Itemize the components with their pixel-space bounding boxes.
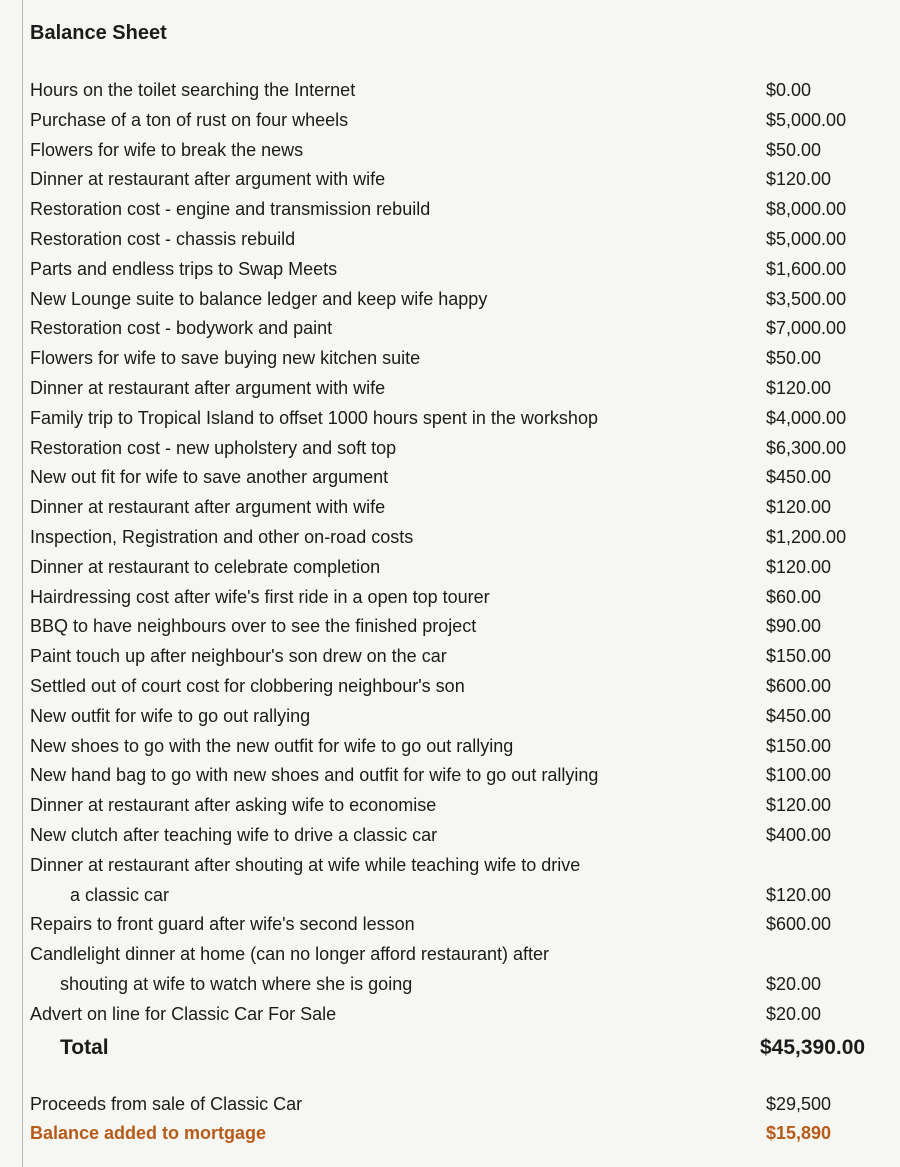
line-item-description: Flowers for wife to break the news: [30, 139, 304, 160]
line-item: [30, 195, 890, 225]
line-item-amount: $120.00: [766, 795, 832, 816]
line-item-description: BBQ to have neighbours over to see the finished project: [30, 616, 477, 637]
balance-amount: $15,890: [766, 1123, 832, 1144]
line-item-description: New Lounge suite to balance ledger and keep wife happy: [30, 288, 488, 309]
line-item: [30, 285, 890, 315]
line-item-description: Hours on the toilet searching the Internet: [30, 80, 356, 100]
line-item-amount: $4,000.00: [766, 407, 847, 428]
line-item-amount: $60.00: [766, 586, 822, 607]
line-item-amount: $120.00: [766, 377, 832, 398]
line-item-amount: $120.00: [766, 169, 832, 190]
line-item-amount: $50.00: [766, 348, 822, 369]
line-item-description: Dinner at restaurant after asking wife to economise: [30, 795, 437, 816]
line-item-description: New hand bag to go with new shoes and outfit for wife to go out rallying: [30, 765, 599, 786]
line-item-description: New clutch after teaching wife to drive a classic car: [30, 824, 438, 845]
line-item-amount: $6,300.00: [766, 437, 847, 458]
line-item-amount: $600.00: [766, 914, 832, 935]
line-item-amount: $120.00: [766, 884, 832, 905]
line-item-description: New out fit for wife to save another argument: [30, 467, 389, 488]
line-item-amount: $20.00: [766, 1003, 822, 1024]
line-item-amount: $20.00: [766, 973, 822, 994]
line-item-description: Inspection, Registration and other on-road costs: [30, 526, 414, 547]
line-item-description: New outfit for wife to go out rallying: [30, 705, 311, 726]
line-item-description: Purchase of a ton of rust on four wheels: [30, 109, 349, 130]
line-item-amount: $400.00: [766, 824, 832, 845]
line-item-description: Repairs to front guard after wife's second lesson: [30, 914, 415, 935]
line-item: [30, 165, 890, 195]
spacer: [30, 1066, 890, 1090]
line-item-amount: $0.00: [766, 80, 812, 100]
line-item-amount: $3,500.00: [766, 288, 847, 309]
line-item-amount: $50.00: [766, 139, 822, 160]
balance-description: Balance added to mortgage: [30, 1123, 267, 1144]
line-item: [30, 1000, 890, 1030]
total-amount: $45,390.00: [760, 1035, 866, 1059]
total-row: [30, 1030, 890, 1066]
line-item-description: Dinner at restaurant after shouting at wife while teaching wife to drive a classic car: [30, 854, 581, 905]
line-item: [30, 553, 890, 583]
line-item: [30, 493, 890, 523]
balance-row: [30, 1119, 890, 1149]
line-item: [30, 732, 890, 762]
line-item-description: Dinner at restaurant to celebrate completion: [30, 556, 381, 577]
line-item-description: Flowers for wife to save buying new kitchen suite: [30, 348, 421, 369]
line-item-description: Restoration cost - chassis rebuild: [30, 228, 296, 249]
line-item: [30, 76, 890, 106]
line-item-description: Family trip to Tropical Island to offset 1000 hours spent in the workshop: [30, 407, 598, 428]
line-item-description: Dinner at restaurant after argument with wife: [30, 169, 386, 190]
line-item-amount: $150.00: [766, 735, 832, 756]
line-item: [30, 702, 890, 732]
line-item-amount: $1,200.00: [766, 526, 847, 547]
line-item: [30, 225, 890, 255]
line-item: [30, 821, 890, 851]
line-item: [30, 761, 890, 791]
line-item-description: Paint touch up after neighbour's son drew on the car: [30, 646, 447, 667]
line-item: [30, 314, 890, 344]
line-item: [30, 255, 890, 285]
line-item: [30, 851, 890, 911]
line-item-description: Restoration cost - bodywork and paint: [30, 318, 333, 339]
sheet-title: Balance Sheet: [30, 22, 167, 44]
line-item-description: New shoes to go with the new outfit for wife to go out rallying: [30, 735, 514, 756]
line-item-description: Dinner at restaurant after argument with wife: [30, 377, 386, 398]
line-item: [30, 404, 890, 434]
line-item-description: Hairdressing cost after wife's first ride in a open top tourer: [30, 586, 490, 607]
line-item-amount: $5,000.00: [766, 228, 847, 249]
line-item-amount: $5,000.00: [766, 109, 847, 130]
total-label: Total: [60, 1035, 109, 1059]
line-item: [30, 136, 890, 166]
line-item: [30, 106, 890, 136]
line-item: [30, 374, 890, 404]
line-item-amount: $120.00: [766, 556, 832, 577]
line-item-amount: $8,000.00: [766, 199, 847, 220]
line-item-amount: $1,600.00: [766, 258, 847, 279]
line-item-description: Restoration cost - new upholstery and soft top: [30, 437, 397, 458]
line-item-description: Restoration cost - engine and transmission rebuild: [30, 199, 431, 220]
line-item-description: Settled out of court cost for clobbering neighbour's son: [30, 675, 465, 696]
proceeds-row: [30, 1090, 890, 1120]
line-item-amount: $450.00: [766, 467, 832, 488]
line-item-amount: $90.00: [766, 616, 822, 637]
margin-rule: [22, 0, 23, 1167]
line-item: [30, 434, 890, 464]
line-item-description: Advert on line for Classic Car For Sale: [30, 1003, 337, 1024]
line-item: [30, 940, 890, 1000]
line-item-amount: $120.00: [766, 497, 832, 518]
line-item: [30, 642, 890, 672]
line-item: [30, 583, 890, 613]
line-item: [30, 344, 890, 374]
balance-sheet: [30, 18, 890, 1149]
proceeds-amount: $29,500: [766, 1093, 832, 1114]
line-item-amount: $600.00: [766, 675, 832, 696]
line-item-amount: $7,000.00: [766, 318, 847, 339]
line-item: [30, 672, 890, 702]
line-item-amount: $100.00: [766, 765, 832, 786]
line-item: [30, 523, 890, 553]
line-item-description: Candlelight dinner at home (can no longer afford restaurant) after shouting at wife to watch where she is going: [30, 944, 549, 994]
proceeds-description: Proceeds from sale of Classic Car: [30, 1093, 303, 1114]
line-item: [30, 463, 890, 493]
line-item-amount: $450.00: [766, 705, 832, 726]
line-item-description: Dinner at restaurant after argument with wife: [30, 497, 386, 518]
line-item: [30, 910, 890, 940]
line-item: [30, 791, 890, 821]
line-item-description: Parts and endless trips to Swap Meets: [30, 258, 338, 279]
line-item: [30, 612, 890, 642]
line-item-amount: $150.00: [766, 646, 832, 667]
